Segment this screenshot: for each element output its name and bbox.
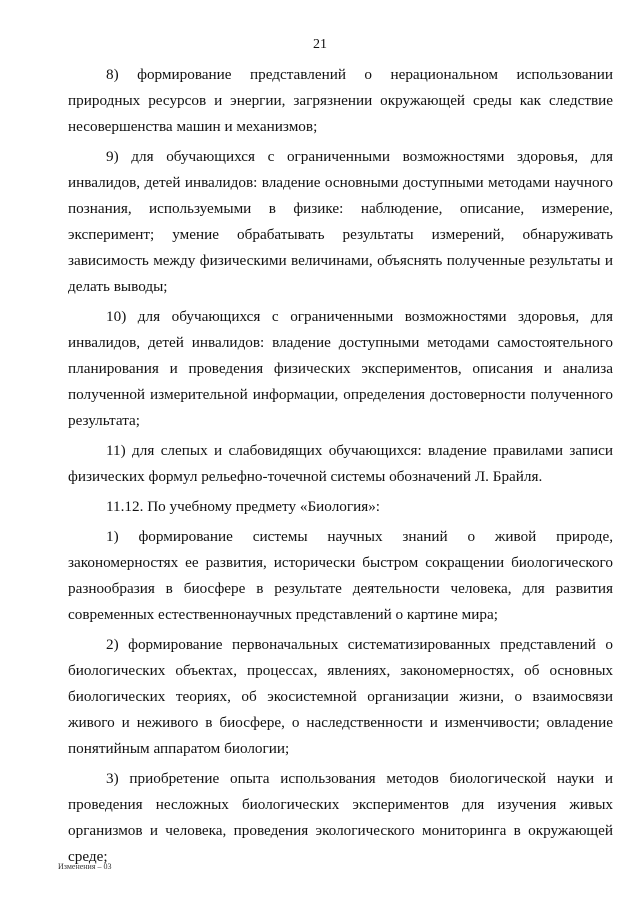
footer-revision-note: Изменения – 03 <box>58 862 112 871</box>
paragraph-biology-2: 2) формирование первоначальных систематизированных представлений о биологических объектах, процессах, явлениях, закономерностях, об основных биологических теориях, об экосистемной организации жизни, о взаимосвязи живого и неживого в биосфере, о наследственности и изменчивости; овладение понятийным аппаратом биологии; <box>68 636 613 757</box>
page-number: 21 <box>313 37 327 52</box>
paragraph-item-8: 8) формирование представлений о нерациональном использовании природных ресурсов и энергии, загрязнении окружающей среды как следствие несовершенства машин и механизмов; <box>68 66 613 135</box>
paragraph-item-11: 11) для слепых и слабовидящих обучающихся: владение правилами записи физических формул рельефно-точечной системы обозначений Л. Брайля. <box>68 442 613 485</box>
paragraph-item-10: 10) для обучающихся с ограниченными возможностями здоровья, для инвалидов, детей инвалидов: владение доступными методами самостоятельного планирования и проведения физических экспериментов, описания и анализа полученной измерительной информации, определения достоверности полученного результата; <box>68 308 613 429</box>
paragraph-biology-3: 3) приобретение опыта использования методов биологической науки и проведения несложных биологических экспериментов для изучения живых организмов и человека, проведения экологического мониторинга в окружающей среде; <box>68 770 613 865</box>
section-heading-biology: 11.12. По учебному предмету «Биология»: <box>106 498 381 515</box>
paragraph-biology-1: 1) формирование системы научных знаний о живой природе, закономерностях ее развития, исторически быстром сокращении биологического разнообразия в биосфере в результате деятельности человека, для развития современных естественнонаучных представлений о картине мира; <box>68 528 613 623</box>
paragraph-item-9: 9) для обучающихся с ограниченными возможностями здоровья, для инвалидов, детей инвалидов: владение основными доступными методами научного познания, используемыми в физике: наблюдение, описание, измерение, эксперимент; умение обрабатывать результаты измерений, обнаруживать зависимость между физическими величинами, объяснять полученные результаты и делать выводы; <box>68 148 613 295</box>
document-body <box>68 62 613 870</box>
